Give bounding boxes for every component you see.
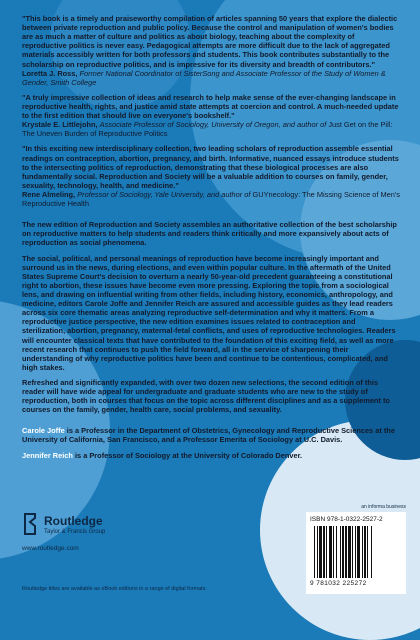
publisher-name: Routledge: [44, 514, 103, 528]
endorsement-quote: "This book is a timely and praiseworthy compilation of articles spanning 50 years that explore the dialectic between private reproduction and public policy. Because the control and manipulation of women's bodies are as much a matter of culture and politics as about biology, teaching about the complexity of reproductive politics is never easy. Pedagogical attempts are more difficult due to the lack of aggregated materials accessibly written for both professors and students. This book contributes substantially to the scholarship on reproductive politics, and is impressive for its diversity and breadth of contributors.": [22, 14, 398, 69]
endorsement-quote: "In this exciting new interdisciplinary collection, two leading scholars of reproduction assemble essential readings on contraception, abortion, pregnancy, and birth. Informative, nuanced essays introduce students to the intersecting politics of reproduction, demonstrating that these biological processes are also fundamentally social. Reproduction and Society will be a valuable addition to courses on family, gender, sexuality, technology, health, and medicine.": [22, 144, 399, 190]
endorsement: [22, 144, 400, 208]
barcode-area: [306, 504, 406, 594]
endorser-name: Rene Almeling,: [22, 189, 76, 199]
endorser-book-title: Just Get on the Pill: The Uneven Burden of Reproductive Politics: [22, 120, 393, 139]
barcode-stripe: [336, 526, 337, 578]
endorser-affiliation: Former National Coordinator of SisterSong and Associate Professor of the Study of Women & Gender, Smith College: [22, 68, 386, 87]
barcode-stripe: [340, 526, 341, 578]
publisher-logo-icon: [22, 512, 38, 536]
endorsement: [22, 93, 400, 139]
barcode-stripe: [314, 526, 315, 578]
endorser-affiliation: Professor of Sociology, Yale University, and author of: [77, 189, 251, 199]
author-bio: [22, 451, 400, 460]
endorser-book-title: GUYnecology: The Missing Science of Men's Reproductive Health: [22, 189, 400, 209]
barcode-stripe: [329, 526, 332, 578]
author-name: Carole Joffe: [22, 426, 65, 436]
endorser-affiliation: Associate Professor of Sociology, University of Oregon, and author of: [99, 120, 327, 130]
endorser-name: Loretta J. Ross,: [22, 68, 78, 78]
endorser-name: Krystale E. Littlejohn,: [22, 120, 98, 130]
barcode-stripe: [333, 526, 334, 578]
barcode-bars: [314, 526, 398, 578]
publisher-website: www.routledge.com: [22, 545, 79, 552]
barcode-stripe: [345, 526, 347, 578]
ebook-note: Routledge titles are available as eBook editions in a range of digital formats: [22, 586, 206, 592]
author-bio: [22, 426, 400, 444]
barcode-stripe: [323, 526, 325, 578]
barcode-panel: [306, 512, 406, 594]
barcode-stripe: [319, 526, 322, 578]
cover-footer: [0, 500, 420, 600]
publisher-subtitle: Taylor & Francis Group: [44, 529, 106, 535]
barcode-stripe: [367, 526, 368, 578]
informa-tag: an informa business: [361, 504, 406, 510]
description-closing: Refreshed and significantly expanded, with over two dozen new selections, the second edition of this reader will have wide appeal for undergraduate and graduate students who are new to the study of reproduction, both in courses that focus on the topic across different disciplines and as a supplement to courses on the family, gender, health care, social problems, and sexuality.: [22, 377, 390, 415]
description-main: The social, political, and personal meanings of reproduction have become increasingly important and surround us in the news, during elections, and even within popular culture. In the aftermath of the United States Supreme Court's decision to overturn a nearly 50-year-old precedent guaranteeing a constitutional right to abortion, these issues have become even more pressing. Exploring the topic from a sociological lens, and drawing on influential writing from other fields, including history, economics, anthropology, and medicine, editors Carole Joffe and Jennifer Reich are assured and accessible guides as they lead readers across six core thematic areas analyzing reproductive self-determination and why it matters. From a reproductive justice perspective, the new edition examines issues related to contraception and sterilization, abortion, pregnancy, maternal-fetal conflicts, and uses of reproductive technologies. Readers will encounter classical texts that have contributed to the foundation of this exciting field, as well as more recent research that continues to push the field forward, all in the service of sharpening their understanding of why reproductive politics have been and continue to be contentious, complicated, and high stakes.: [22, 253, 396, 372]
endorsement: [22, 14, 400, 87]
barcode-stripe: [357, 526, 360, 578]
barcode-stripe: [355, 526, 356, 578]
endorsement-attribution: [22, 120, 400, 138]
back-cover-text: [22, 14, 400, 466]
barcode-stripe: [326, 526, 327, 578]
endorsement-quote: "A truly impressive collection of ideas and research to help make sense of the ever-changing landscape in reproductive health, rights, and justice amid state attempts at coercion and control. A much-needed update to the first edition that should live on everyone's bookshelf.": [22, 92, 399, 121]
endorsement-attribution: [22, 69, 400, 87]
barcode-digits: 9 781032 225272: [310, 580, 367, 587]
description-intro: The new edition of Reproduction and Society assembles an authoritative collection of the best scholarship on reproductive matters to help students and readers think critically and more expansively about acts of reproduction as social phenomena.: [22, 220, 397, 248]
barcode-stripe: [352, 526, 353, 578]
barcode-stripe: [348, 526, 351, 578]
barcode-stripe: [371, 526, 372, 578]
barcode-stripe: [342, 526, 344, 578]
author-bio-text: is a Professor in the Department of Obstetrics, Gynecology and Reproductive Sciences at the University of California, San Francisco, and a Professor Emerita of Sociology at U.C. Davis.: [22, 426, 395, 445]
endorsement-attribution: [22, 190, 400, 208]
isbn-text: ISBN 978-1-0322-2527-2: [310, 516, 383, 523]
barcode-stripe: [362, 526, 363, 578]
author-bio-text: is a Professor of Sociology at the University of Colorado Denver.: [72, 450, 303, 460]
barcode-stripe: [364, 526, 366, 578]
author-name: Jennifer Reich: [22, 450, 73, 460]
barcode-stripe: [317, 526, 318, 578]
